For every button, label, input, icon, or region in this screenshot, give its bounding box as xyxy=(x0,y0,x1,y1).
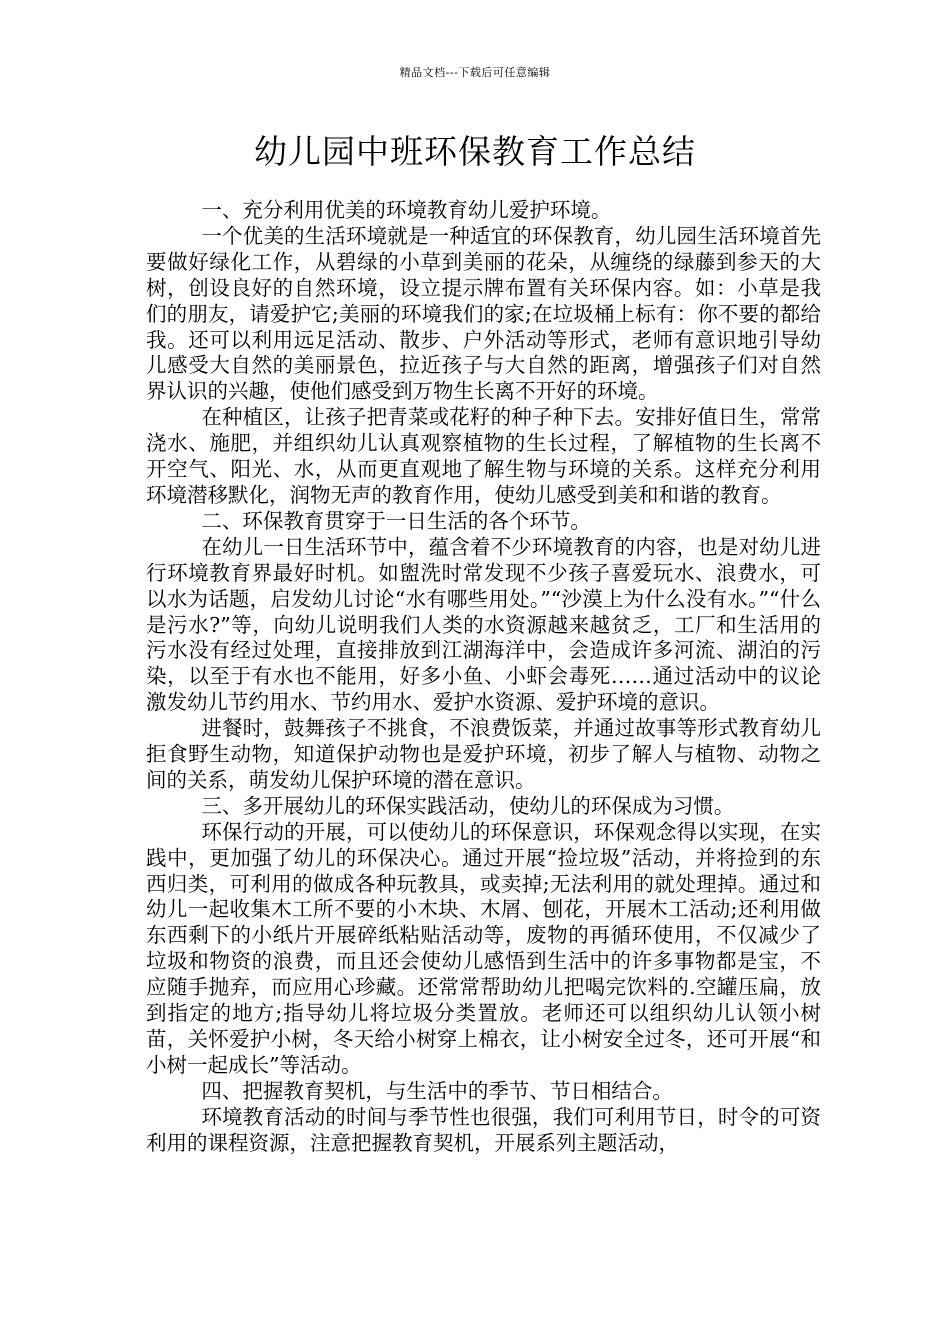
section-heading: 三、多开展幼儿的环保实践活动，使幼儿的环保成为习惯。 xyxy=(201,793,735,818)
section-heading: 二、环保教育贯穿于一日生活的各个环节。 xyxy=(201,508,591,533)
paragraph: 在幼儿一日生活环节中，蕴含着不少环境教育的内容，也是对幼儿进行环境教育界最好时机。如盥洗时常发现不少孩子喜爱玩水、浪费水，可以水为话题，启发幼儿讨论“水有哪些用处。”“沙漠上为什么没有水。”“什么是污水?”等，向幼儿说明我们人类的水资源越来越贫乏，工厂和生活用的污水没有经过处理，直接排放到江湖海洋中，会造成许多河流、湖泊的污染，以至于有水也不能用，好多小鱼、小虾会毒死……通过活动中的议论激发幼儿节约用水、节约用水、爱护水资源、爱护环境的意识。 xyxy=(146,534,821,715)
document-body xyxy=(146,198,821,1157)
section-heading: 一、充分利用优美的环境教育幼儿爱护环境。 xyxy=(201,198,612,222)
page-header: 精品文档---下载后可任意编辑 xyxy=(399,66,551,79)
paragraph: 环保行动的开展，可以使幼儿的环保意识，环保观念得以实现，在实践中，更加强了幼儿的环保决心。通过开展“捡垃圾”活动，并将捡到的东西归类，可利用的做成各种玩教具，或卖掉;无法利用的就处理掉。通过和幼儿一起收集木工所不要的小木块、木屑、刨花，开展木工活动;还利用做东西剩下的小纸片开展碎纸粘贴活动等，废物的再循环使用，不仅减少了垃圾和物资的浪费，而且还会使幼儿感悟到生活中的许多事物都是宝，不应随手抛弃，而应用心珍藏。还常常帮助幼儿把喝完饮料的.空罐压扁，放到指定的地方;指导幼儿将垃圾分类置放。老师还可以组织幼儿认领小树苗，关怀爱护小树，冬天给小树穿上棉衣，让小树安全过冬，还可开展“和小树一起成长”等活动。 xyxy=(146,819,821,1077)
paragraph: 在种植区，让孩子把青菜或花籽的种子种下去。安排好值日生，常常浇水、施肥，并组织幼儿认真观察植物的生长过程，了解植物的生长离不开空气、阳光、水，从而更直观地了解生物与环境的关系。这样充分利用环境潜移默化，润物无声的教育作用，使幼儿感受到美和和谐的教育。 xyxy=(146,405,821,507)
document-title: 幼儿园中班环保教育工作总结 xyxy=(254,132,696,171)
paragraph: 进餐时，鼓舞孩子不挑食，不浪费饭菜，并通过故事等形式教育幼儿拒食野生动物，知道保护动物也是爱护环境，初步了解人与植物、动物之间的关系，萌发幼儿保护环境的潜在意识。 xyxy=(146,716,821,792)
paragraph: 环境教育活动的时间与季节性也很强，我们可利用节日，时令的可资利用的课程资源，注意把握教育契机，开展系列主题活动， xyxy=(146,1104,821,1155)
section-heading: 四、把握教育契机，与生活中的季节、节日相结合。 xyxy=(201,1078,673,1103)
paragraph: 一个优美的生活环境就是一种适宜的环保教育，幼儿园生活环境首先要做好绿化工作，从碧绿的小草到美丽的花朵，从缠绕的绿藤到参天的大树，创设良好的自然环境，设立提示牌布置有关环保内容。如：小草是我们的朋友，请爱护它;美丽的环境我们的家;在垃圾桶上标有：你不要的都给我。还可以利用远足活动、散步、户外活动等形式，老师有意识地引导幼儿感受大自然的美丽景色，拉近孩子与大自然的距离，增强孩子们对自然界认识的兴趣，使他们感受到万物生长离不开好的环境。 xyxy=(146,223,821,404)
